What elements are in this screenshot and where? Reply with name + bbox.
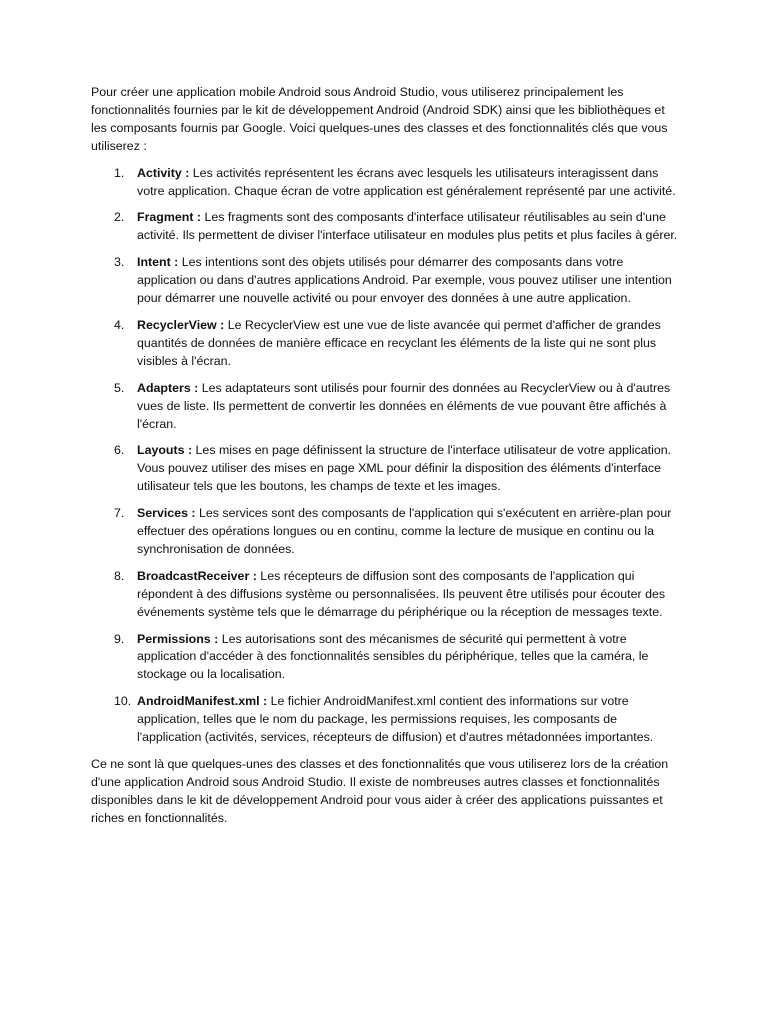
list-item-number: 10.: [114, 694, 132, 709]
list-item-term: Adapters: [137, 380, 191, 395]
list-item-text: Le RecyclerView est une vue de liste avancée qui permet d'afficher de grandes quantités de données de manière efficace en recyclant les éléments de la liste qui ne sont plus visibles à l'écran.: [137, 317, 661, 368]
list-item-intent: [91, 254, 681, 308]
list-item-number: 4.: [114, 317, 125, 332]
list-item-separator: :: [259, 694, 271, 709]
list-item-activity: [91, 165, 681, 201]
list-item-permissions: [91, 631, 681, 685]
list-item-term: BroadcastReceiver: [137, 568, 250, 583]
list-item-number: 5.: [114, 380, 125, 395]
list-item-number: 8.: [114, 568, 125, 583]
list-item-number: 3.: [114, 255, 125, 270]
list-item-layouts: [91, 442, 681, 496]
list-item-text: Les mises en page définissent la structure de l'interface utilisateur de votre application. Vous pouvez utiliser des mises en page XML pour définir la disposition des éléments d'interface utilisateur tels que les boutons, les champs de texte et les images.: [137, 443, 672, 494]
list-item-term: AndroidManifest.xml: [137, 694, 260, 709]
classes-list: [91, 165, 681, 747]
list-item-fragment: [91, 209, 681, 245]
list-item-term: Fragment: [137, 210, 194, 225]
list-item-text: Les adaptateurs sont utilisés pour fournir des données au RecyclerView ou à d'autres vues de liste. Ils permettent de convertir les données en éléments de vue pouvant être affichés à l'écran.: [137, 380, 671, 431]
list-item-separator: :: [170, 255, 182, 270]
list-item-text: Les fragments sont des composants d'interface utilisateur réutilisables au sein d'une activité. Ils permettent de diviser l'interface utilisateur en modules plus petits et plus faciles à gérer.: [137, 210, 678, 243]
list-item-text: Le fichier AndroidManifest.xml contient des informations sur votre application, telles que le nom du package, les permissions requises, les composants de l'application (activités, services, récepteurs de diffusion) et d'autres métadonnées importantes.: [137, 694, 654, 745]
list-item-broadcastreceiver: [91, 568, 681, 622]
list-item-text: Les récepteurs de diffusion sont des composants de l'application qui répondent à des diffusions système ou personnalisées. Ils peuvent être utilisés pour écouter des événements système tels que le démarrage du périphérique ou la réception de messages texte.: [137, 568, 666, 619]
list-item-number: 1.: [114, 165, 125, 180]
list-item-separator: :: [210, 631, 222, 646]
list-item-term: Services: [137, 506, 188, 521]
list-item-number: 6.: [114, 443, 125, 458]
list-item-text: Les autorisations sont des mécanismes de sécurité qui permettent à votre application d'accéder à des fonctionnalités sensibles du périphérique, telles que la caméra, le stockage ou la localisation.: [137, 631, 649, 682]
list-item-number: 2.: [114, 210, 125, 225]
outro-paragraph: Ce ne sont là que quelques-unes des classes et des fonctionnalités que vous utiliserez lors de la création d'une application Android sous Android Studio. Il existe de nombreuses autres classes et fonctionnalités disponibles dans le kit de développement Android pour vous aider à créer des applications puissantes et riches en fonctionnalités.: [91, 757, 669, 825]
list-item-androidmanifest: [91, 693, 681, 747]
list-item-services: [91, 505, 681, 559]
list-item-text: Les intentions sont des objets utilisés pour démarrer des composants dans votre application ou dans d'autres applications Android. Par exemple, vous pouvez utiliser une intention pour démarrer une nouvelle activité ou pour envoyer des données à une autre application.: [137, 255, 672, 306]
document-page: [91, 84, 681, 828]
list-item-number: 7.: [114, 506, 125, 521]
list-item-separator: :: [187, 506, 199, 521]
list-item-separator: :: [190, 380, 202, 395]
list-item-separator: :: [184, 443, 196, 458]
list-item-term: Activity: [137, 165, 182, 180]
list-item-separator: :: [216, 317, 228, 332]
list-item-recyclerview: [91, 317, 681, 371]
list-item-term: RecyclerView: [137, 317, 217, 332]
intro-paragraph: Pour créer une application mobile Android sous Android Studio, vous utiliserez principalement les fonctionnalités fournies par le kit de développement Android (Android SDK) ainsi que les bibliothèques et les composants fournis par Google. Voici quelques-unes des classes et des fonctionnalités clés que vous utiliserez :: [91, 85, 668, 153]
list-item-separator: :: [181, 165, 193, 180]
list-item-text: Les activités représentent les écrans avec lesquels les utilisateurs interagissent dans votre application. Chaque écran de votre application est généralement représenté par une activité.: [137, 165, 676, 198]
list-item-adapters: [91, 380, 681, 434]
list-item-term: Layouts: [137, 443, 185, 458]
list-item-term: Permissions: [137, 631, 211, 646]
list-item-text: Les services sont des composants de l'application qui s'exécutent en arrière-plan pour effectuer des opérations longues ou en continu, comme la lecture de musique en continu ou la synchronisation de données.: [137, 506, 672, 556]
list-item-number: 9.: [114, 631, 125, 646]
list-item-separator: :: [193, 210, 205, 225]
list-item-separator: :: [249, 568, 261, 583]
list-item-term: Intent: [137, 255, 171, 270]
